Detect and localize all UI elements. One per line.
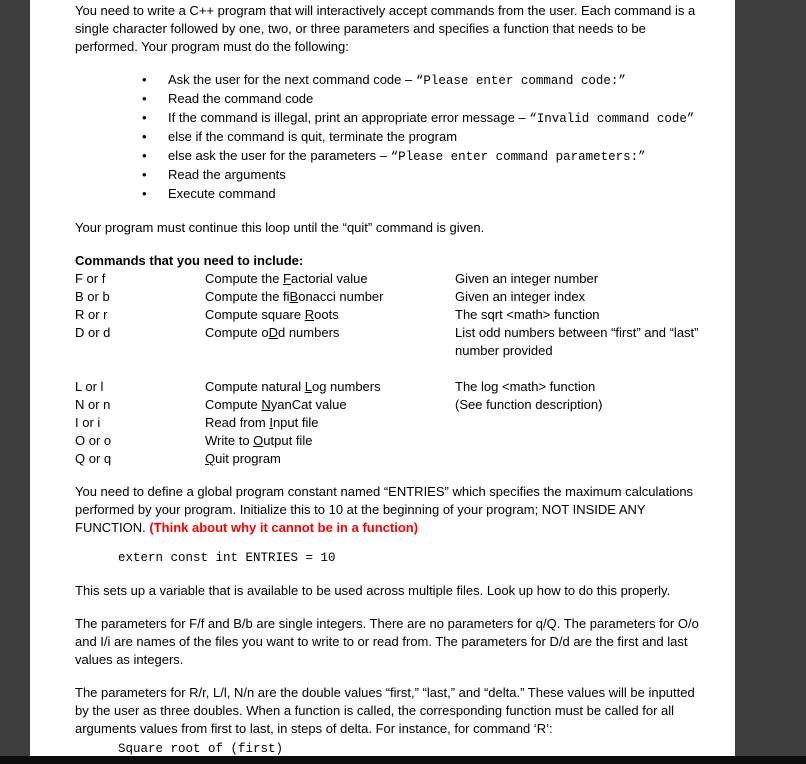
entries-warning-text: (Think about why it cannot be in a function) — [149, 520, 419, 535]
command-code: I or i — [75, 415, 101, 430]
action-text: uit program — [215, 451, 281, 466]
command-description: (See function description) — [455, 397, 603, 412]
action-key-letter: I — [269, 415, 273, 430]
command-code: D or d — [75, 325, 111, 340]
list-item — [140, 128, 701, 147]
action-text: Compute — [205, 397, 262, 412]
action-text: actorial value — [291, 271, 368, 286]
paragraph-intro: You need to write a C++ program that will interactively accept commands from the user. Each command is a single character followed by one, two, or three parameters and specifies a function that needs to be performed. Your program must do the following: — [75, 3, 696, 54]
paragraph-parameters-1: The parameters for F/f and B/b are single integers. There are no parameters for q/Q. The parameters for O/o and I/i are names of the files you want to write to or read from. The parameters for D/d are the first and last values as integers. — [75, 616, 699, 667]
code-square-root: Square root of (first) — [118, 742, 284, 756]
table-row-spacer — [75, 360, 701, 378]
command-code: B or b — [75, 289, 110, 304]
list-item — [140, 71, 701, 90]
bullet-text: Ask the user for the next command code – — [168, 72, 416, 87]
bullet-text: Execute command — [168, 186, 276, 201]
list-item — [140, 185, 701, 204]
bullet-text: else ask the user for the parameters – — [168, 148, 391, 163]
document-page — [30, 0, 735, 764]
action-text: Compute the — [205, 271, 284, 286]
action-text: oots — [314, 307, 339, 322]
command-code: Q or q — [75, 451, 112, 466]
entries-text: You need to define a global program constant named “ENTRIES” which specifies the maximum calculations performed by your program. Initialize this to 10 at the beginning of your program; NOT INSIDE ANY FUNCTION. — [75, 484, 694, 535]
action-text: nput file — [272, 415, 319, 430]
table-row — [75, 396, 701, 414]
action-key-letter: O — [253, 433, 264, 448]
action-key-letter: L — [304, 379, 312, 394]
bullet-prompt-string: “Invalid command code” — [529, 112, 695, 126]
paragraph-loop-note: Your program must continue this loop until the “quit” command is given. — [75, 220, 485, 235]
command-action — [205, 450, 455, 468]
action-key-letter: D — [268, 325, 278, 340]
command-description: Given an integer number — [455, 271, 599, 286]
bullet-prompt-string: “Please enter command code:” — [415, 74, 626, 88]
command-description — [455, 432, 701, 450]
command-description: The log <math> function — [455, 379, 596, 394]
command-description — [455, 450, 701, 468]
bullet-text: If the command is illegal, print an appropriate error message – — [168, 110, 530, 125]
command-description: List odd numbers between “first” and “last” number provided — [455, 325, 699, 358]
action-text: Read from — [205, 415, 270, 430]
action-text: og numbers — [311, 379, 381, 394]
action-text: Compute natural — [205, 379, 305, 394]
command-action — [205, 396, 455, 414]
table-row — [75, 306, 701, 324]
command-code: O or o — [75, 433, 112, 448]
command-action — [205, 414, 455, 432]
action-text: d numbers — [277, 325, 340, 340]
list-item — [140, 90, 701, 109]
action-key-letter: B — [289, 289, 299, 304]
action-key-letter: Q — [205, 451, 216, 466]
action-text: Write to — [205, 433, 254, 448]
command-action — [205, 324, 455, 360]
list-item — [140, 109, 701, 128]
commands-table — [75, 270, 701, 468]
table-row — [75, 270, 701, 288]
table-row — [75, 324, 701, 360]
table-row — [75, 414, 701, 432]
command-action — [205, 288, 455, 306]
action-text: utput file — [263, 433, 313, 448]
table-row — [75, 378, 701, 396]
bullet-text: Read the command code — [168, 91, 314, 106]
bullet-text: else if the command is quit, terminate the program — [168, 129, 458, 144]
paragraph-parameters-2: The parameters for R/r, L/l, N/n are the double values “first,” “last,” and “delta.” These values will be inputted by the user as three doubles. When a function is called, the corresponding function must be called for all arguments values from first to last, in steps of delta. For instance, for command ‘R’: — [75, 685, 695, 736]
list-item — [140, 166, 701, 185]
action-text: Compute o — [205, 325, 269, 340]
command-action — [205, 432, 455, 450]
command-description — [455, 414, 701, 432]
action-key-letter: F — [283, 271, 291, 286]
command-code: F or f — [75, 271, 106, 286]
action-text: onacci number — [298, 289, 384, 304]
action-key-letter: R — [304, 307, 315, 322]
paragraph-files-note: This sets up a variable that is available to be used across multiple files. Look up how to do this properly. — [75, 583, 671, 598]
command-description: The sqrt <math> function — [455, 307, 600, 322]
command-code: R or r — [75, 307, 108, 322]
command-code: L or l — [75, 379, 104, 394]
action-key-letter: N — [261, 397, 271, 412]
action-text: yanCat value — [270, 397, 347, 412]
table-row — [75, 450, 701, 468]
command-action — [205, 378, 455, 396]
bullet-prompt-string: “Please enter command parameters:” — [390, 150, 646, 164]
command-code: N or n — [75, 397, 111, 412]
requirements-list — [75, 71, 701, 204]
code-extern-declaration: extern const int ENTRIES = 10 — [118, 551, 336, 565]
window-bottom-edge — [0, 756, 806, 764]
commands-heading: Commands that you need to include: — [75, 253, 304, 268]
command-action — [205, 306, 455, 324]
list-item — [140, 147, 701, 166]
table-row — [75, 288, 701, 306]
action-text: Compute the fi — [205, 289, 290, 304]
action-text: Compute square — [205, 307, 305, 322]
paragraph-entries-constant — [75, 483, 701, 537]
command-description: Given an integer index — [455, 289, 586, 304]
table-row — [75, 432, 701, 450]
bullet-text: Read the arguments — [168, 167, 286, 182]
command-action — [205, 270, 455, 288]
